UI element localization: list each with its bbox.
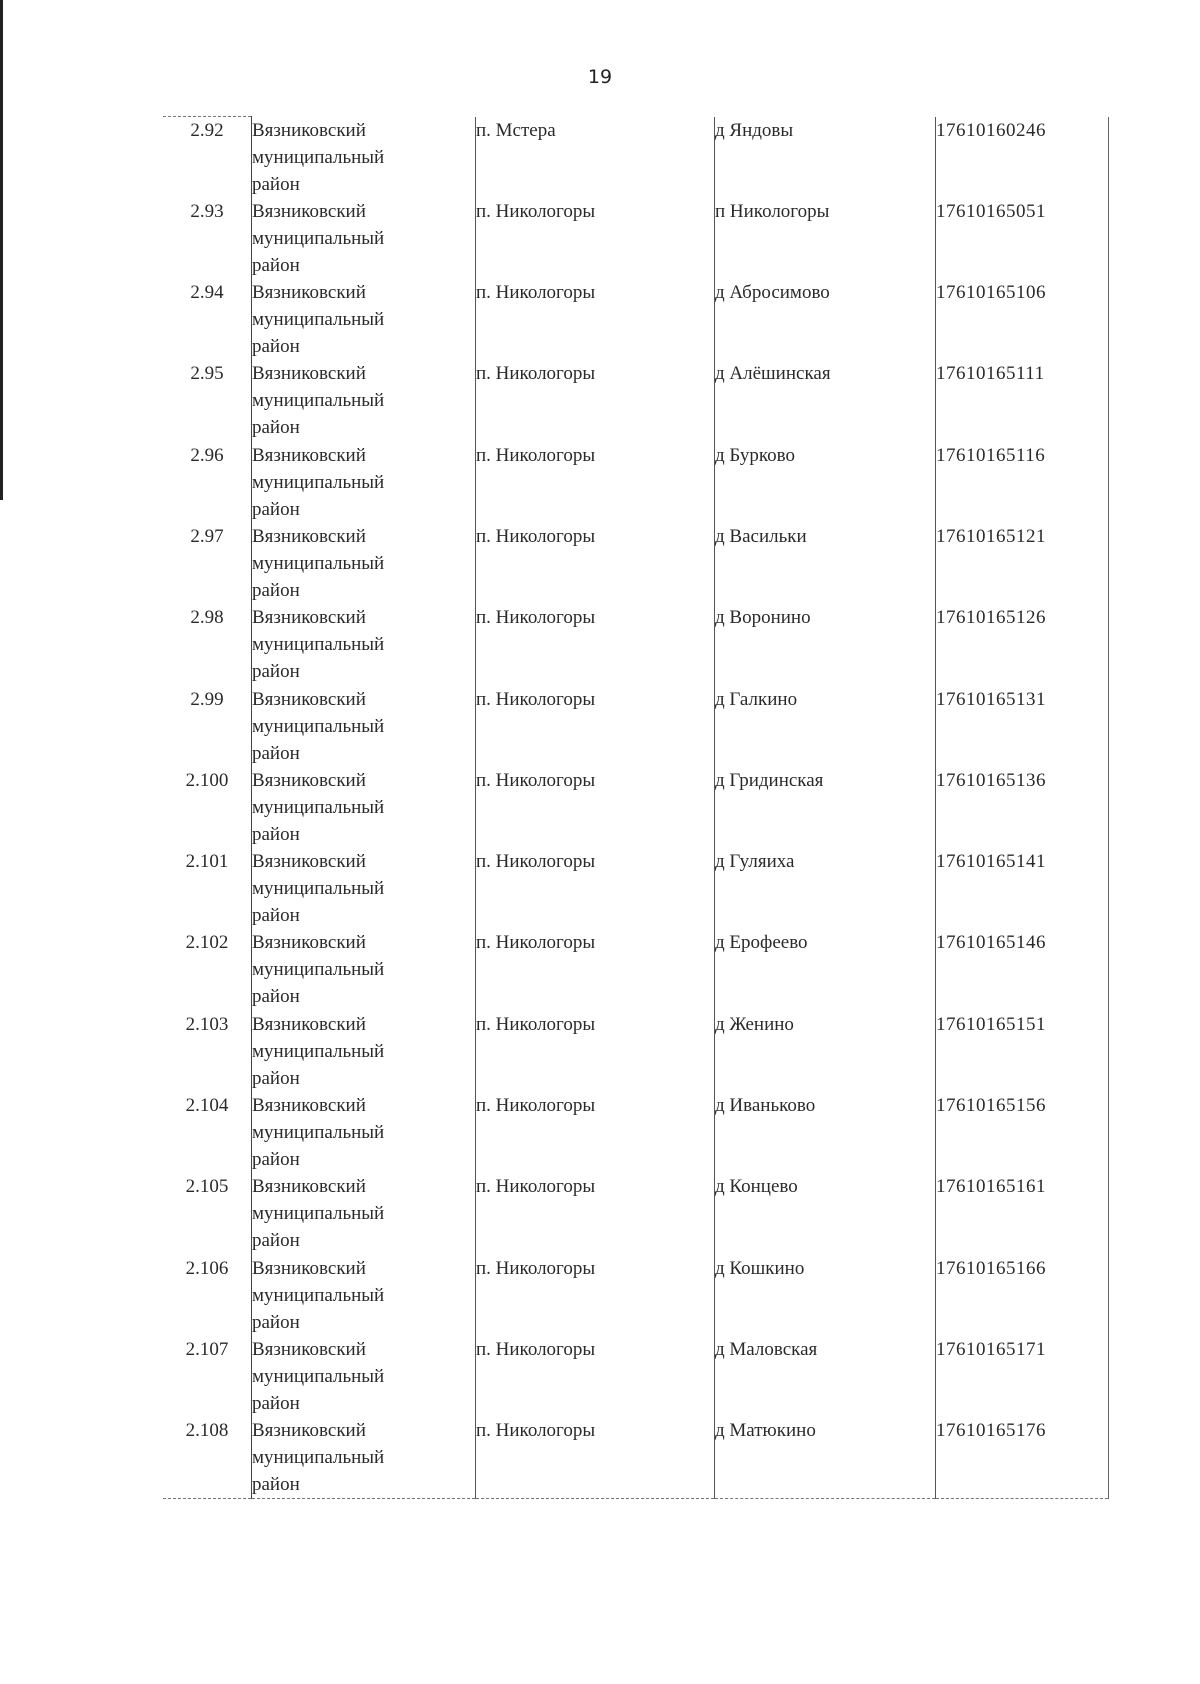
district-cell [252,117,476,198]
district-line: Вязниковский [252,851,366,873]
district-cell [252,767,476,848]
locality-cell: д Маловская [715,1336,936,1417]
row-number: 2.99 [190,688,224,710]
district-cell [252,279,476,360]
table-row [163,767,1109,848]
district-line: Вязниковский [252,1095,366,1117]
locality-cell: д Гридинская [715,767,936,848]
district-line: муниципальный [252,1122,385,1144]
settlement-cell: п. Никологоры [476,848,715,929]
district-line: муниципальный [252,796,385,818]
locality-cell: д Матюкино [715,1417,936,1499]
table-row [163,117,1109,198]
locality-cell: д Алёшинская [715,360,936,441]
district-line: Вязниковский [252,1338,366,1360]
district-line: муниципальный [252,959,385,981]
settlement-cell: п. Никологоры [476,1336,715,1417]
settlement-table [163,116,1109,1499]
locality-cell: д Гуляиха [715,848,936,929]
district-line: район [252,1149,300,1171]
settlement-cell: п. Мстера [476,117,715,198]
district-line: муниципальный [252,552,385,574]
district-cell [252,198,476,279]
district-cell [252,686,476,767]
oktmo-code-cell: 17610160246 [936,117,1109,198]
row-number: 2.97 [190,525,224,547]
district-line: Вязниковский [252,200,366,222]
district-cell [252,929,476,1010]
district-line: Вязниковский [252,119,366,141]
locality-cell: д Женино [715,1011,936,1092]
table-row [163,523,1109,604]
row-number: 2.102 [185,932,229,954]
row-number: 2.108 [163,1417,252,1499]
district-line: район [252,1474,300,1496]
settlement-cell: п. Никологоры [476,767,715,848]
table-row [163,198,1109,279]
district-line: муниципальный [252,146,385,168]
row-number: 2.100 [185,769,229,791]
district-line: Вязниковский [252,769,366,791]
district-line: муниципальный [252,1447,385,1469]
settlement-cell: п. Никологоры [476,1011,715,1092]
district-line: район [252,417,300,439]
locality-cell: д Васильки [715,523,936,604]
table-row [163,1255,1109,1336]
locality-cell: д Концево [715,1173,936,1254]
district-cell [252,1011,476,1092]
oktmo-code-cell: 17610165106 [936,279,1109,360]
district-line: район [252,1392,300,1414]
district-line: район [252,336,300,358]
row-number: 2.92 [163,117,252,198]
district-cell [252,1173,476,1254]
locality-cell: д Бурково [715,442,936,523]
district-line: район [252,742,300,764]
table-row [163,279,1109,360]
oktmo-code-cell: 17610165121 [936,523,1109,604]
district-line: район [252,1311,300,1333]
district-line: Вязниковский [252,1420,366,1442]
district-line: район [252,1230,300,1252]
oktmo-code-cell: 17610165156 [936,1092,1109,1173]
row-number: 2.103 [185,1013,229,1035]
table-row [163,1011,1109,1092]
district-line: Вязниковский [252,1257,366,1279]
district-cell [252,1417,476,1499]
district-line: район [252,661,300,683]
locality-cell: д Галкино [715,686,936,767]
district-line: Вязниковский [252,282,366,304]
district-line: район [252,823,300,845]
oktmo-code-cell: 17610165151 [936,1011,1109,1092]
district-line: муниципальный [252,1040,385,1062]
district-line: муниципальный [252,227,385,249]
locality-cell: д Яндовы [715,117,936,198]
district-cell [252,523,476,604]
settlement-cell: п. Никологоры [476,1417,715,1499]
settlement-cell: п. Никологоры [476,279,715,360]
district-cell [252,360,476,441]
table-row [163,604,1109,685]
row-number: 2.93 [190,200,224,222]
table-row [163,848,1109,929]
oktmo-code-cell: 17610165161 [936,1173,1109,1254]
district-line: муниципальный [252,1284,385,1306]
district-line: Вязниковский [252,525,366,547]
district-line: муниципальный [252,1203,385,1225]
district-line: Вязниковский [252,932,366,954]
district-line: муниципальный [252,1365,385,1387]
oktmo-code-cell: 17610165126 [936,604,1109,685]
table-row [163,1092,1109,1173]
district-line: район [252,173,300,195]
district-line: муниципальный [252,309,385,331]
settlement-cell: п. Никологоры [476,929,715,1010]
district-line: муниципальный [252,471,385,493]
oktmo-code-cell: 17610165051 [936,198,1109,279]
district-line: муниципальный [252,878,385,900]
locality-cell: д Ерофеево [715,929,936,1010]
oktmo-code-cell: 17610165176 [936,1417,1109,1499]
row-number: 2.101 [185,851,229,873]
locality-cell: д Воронино [715,604,936,685]
district-cell [252,1092,476,1173]
settlement-cell: п. Никологоры [476,198,715,279]
table-row [163,929,1109,1010]
settlement-cell: п. Никологоры [476,1173,715,1254]
table-row [163,686,1109,767]
district-line: Вязниковский [252,1013,366,1035]
district-line: Вязниковский [252,607,366,629]
district-line: муниципальный [252,390,385,412]
district-line: Вязниковский [252,688,366,710]
district-cell [252,604,476,685]
settlement-cell: п. Никологоры [476,442,715,523]
district-line: район [252,579,300,601]
oktmo-code-cell: 17610165131 [936,686,1109,767]
district-line: Вязниковский [252,444,366,466]
settlement-cell: п. Никологоры [476,1092,715,1173]
district-line: район [252,986,300,1008]
district-line: район [252,905,300,927]
district-cell [252,442,476,523]
settlement-cell: п. Никологоры [476,686,715,767]
district-line: район [252,1067,300,1089]
oktmo-code-cell: 17610165141 [936,848,1109,929]
page-number: 19 [587,66,613,88]
row-number: 2.95 [190,363,224,385]
oktmo-code-cell: 17610165166 [936,1255,1109,1336]
row-number: 2.104 [185,1095,229,1117]
oktmo-code-cell: 17610165111 [936,360,1109,441]
settlement-cell: п. Никологоры [476,1255,715,1336]
table-row [163,442,1109,523]
table-body [163,117,1109,1499]
district-line: муниципальный [252,634,385,656]
row-number: 2.94 [190,282,224,304]
row-number: 2.98 [190,607,224,629]
row-number: 2.106 [185,1257,229,1279]
locality-cell: д Иваньково [715,1092,936,1173]
district-line: Вязниковский [252,363,366,385]
table-row [163,360,1109,441]
row-number: 2.107 [185,1338,229,1360]
oktmo-code-cell: 17610165146 [936,929,1109,1010]
settlement-cell: п. Никологоры [476,604,715,685]
oktmo-code-cell: 17610165136 [936,767,1109,848]
locality-cell: д Абросимово [715,279,936,360]
settlement-cell: п. Никологоры [476,523,715,604]
settlement-cell: п. Никологоры [476,360,715,441]
oktmo-code-cell: 17610165171 [936,1336,1109,1417]
district-cell [252,1255,476,1336]
table-row [163,1417,1109,1499]
district-line: Вязниковский [252,1176,366,1198]
locality-cell: д Кошкино [715,1255,936,1336]
district-cell [252,1336,476,1417]
table-row [163,1173,1109,1254]
district-line: муниципальный [252,715,385,737]
locality-cell: п Никологоры [715,198,936,279]
district-line: район [252,498,300,520]
district-line: район [252,254,300,276]
row-number: 2.96 [190,444,224,466]
oktmo-code-cell: 17610165116 [936,442,1109,523]
district-cell [252,848,476,929]
row-number: 2.105 [185,1176,229,1198]
table-row [163,1336,1109,1417]
